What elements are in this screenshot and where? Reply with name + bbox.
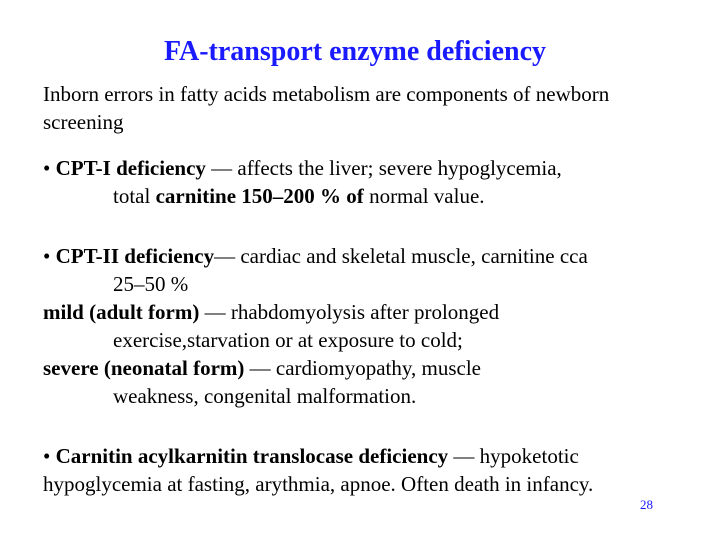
cpt1-continuation [43, 182, 693, 210]
bullet-marker: • [43, 444, 56, 468]
cpt2-heading: CPT-II deficiency [55, 244, 215, 268]
cpt1-cont-post: normal value. [363, 184, 485, 208]
cpt2-severe-continuation: weakness, congenital malformation. [113, 384, 417, 408]
bullet-marker: • [43, 156, 56, 180]
bullet-cpt2-line [43, 242, 693, 270]
intro-text: Inborn errors in fatty acids metabolism are components of newborn screening [43, 82, 610, 134]
bullet-marker: • [43, 244, 56, 268]
bullet-cpt1-line [43, 154, 693, 182]
cpt2-severe-line [43, 354, 693, 382]
cpt2-mild-continuation: exercise,starvation or at exposure to cold; [113, 328, 463, 352]
cpt2-mild-heading: mild (adult form) [43, 300, 200, 324]
cpt2-mild-line [43, 298, 693, 326]
bullet-cpt1 [43, 154, 693, 210]
cpt2-severe-text: — cardiomyopathy, muscle [244, 356, 481, 380]
cpt1-cont-pre: total [113, 184, 156, 208]
cpt2-text: — cardiac and skeletal muscle, carnitine cca [214, 244, 588, 268]
cpt2-mild-text: — rhabdomyolysis after prolonged [199, 300, 500, 324]
cpt1-text: — affects the liver; severe hypoglycemia, [205, 156, 562, 180]
cpt2-continuation: 25–50 % [113, 272, 189, 296]
bullet-cact-line [43, 442, 693, 498]
cpt1-heading: CPT-I deficiency [55, 156, 206, 180]
cact-text: — hypoketotic hypoglycemia at fasting, arythmia, apnoe. Often death in infancy. [43, 444, 594, 496]
cpt2-severe-heading: severe (neonatal form) [43, 356, 245, 380]
bullet-cpt2 [43, 242, 693, 410]
cpt1-cont-bold: carnitine 150–200 % of [155, 184, 364, 208]
cact-heading: Carnitin acylkarnitin translocase deficiency [55, 444, 449, 468]
slide-title: FA-transport enzyme deficiency [163, 36, 547, 67]
bullet-cact [43, 442, 693, 498]
page-number: 28 [640, 497, 653, 512]
